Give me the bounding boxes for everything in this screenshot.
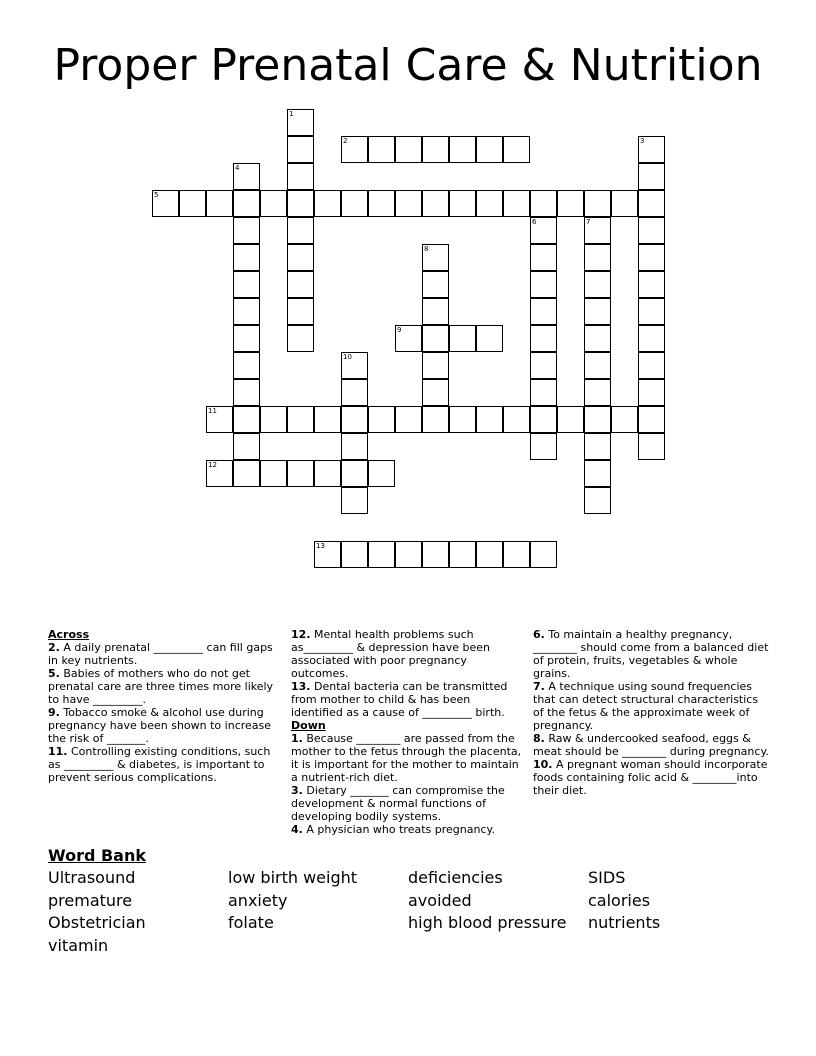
grid-cell[interactable] (449, 136, 476, 163)
word-bank-title: Word Bank (48, 846, 147, 865)
word-bank-item: nutrients (588, 913, 661, 932)
clue-number: 8 (424, 245, 429, 253)
grid-cell[interactable] (206, 406, 233, 433)
clue-across-5: 5. Babies of mothers who do not get prenatal care are three times more likely to have _________. (48, 667, 274, 706)
word-bank-item: calories (588, 890, 651, 910)
grid-cell[interactable] (341, 541, 368, 568)
clue-number: 4 (235, 164, 240, 172)
grid-cell[interactable] (341, 487, 368, 514)
across-header: Across (48, 628, 90, 641)
grid-cell[interactable] (584, 352, 611, 379)
grid-cell[interactable] (584, 325, 611, 352)
grid-cell[interactable] (422, 244, 449, 271)
clue-number: 5 (154, 191, 159, 199)
grid-cell[interactable] (476, 325, 503, 352)
clue-across-13: 13. Dental bacteria can be transmitted from mother to child & has been identified as a cause of _________ birth. (291, 680, 508, 719)
word-bank-item: SIDS (588, 868, 626, 887)
grid-cell[interactable] (341, 433, 368, 460)
clue-number: 2 (343, 137, 348, 145)
grid-cell[interactable] (233, 271, 260, 298)
grid-cell[interactable] (638, 271, 665, 298)
word-bank-item: Ultrasound (48, 868, 136, 887)
grid-cell[interactable] (557, 190, 584, 217)
grid-cell[interactable] (530, 433, 557, 460)
grid-cell[interactable] (368, 136, 395, 163)
grid-cell[interactable] (233, 406, 260, 433)
clue-number: 7 (586, 218, 591, 226)
clue-number: 11 (208, 407, 217, 415)
grid-cell[interactable] (611, 190, 638, 217)
grid-cell[interactable] (233, 298, 260, 325)
grid-cell[interactable] (287, 271, 314, 298)
grid-cell[interactable] (611, 406, 638, 433)
grid-cell[interactable] (233, 460, 260, 487)
grid-cell[interactable] (584, 271, 611, 298)
grid-cell[interactable] (287, 244, 314, 271)
grid-cell[interactable] (341, 460, 368, 487)
word-bank-item: premature (48, 890, 133, 910)
clue-across-12: 12. Mental health problems such as_________ & depression have been associated with poor pregnancy outcomes. (291, 628, 491, 680)
grid-cell[interactable] (287, 136, 314, 163)
grid-cell[interactable] (503, 190, 530, 217)
clue-down-7: 7. A technique using sound frequencies that can detect structural characteristics of the fetus & the approximate week of pregnancy. (533, 680, 759, 732)
grid-cell[interactable] (287, 325, 314, 352)
grid-cell[interactable] (206, 460, 233, 487)
grid-cell[interactable] (530, 406, 557, 433)
clue-number: 10 (343, 353, 352, 361)
grid-cell[interactable] (422, 379, 449, 406)
grid-cell[interactable] (503, 406, 530, 433)
grid-cell[interactable] (422, 271, 449, 298)
grid-cell[interactable] (530, 352, 557, 379)
grid-cell[interactable] (287, 406, 314, 433)
word-bank-item: low birth weight (228, 868, 358, 887)
grid-cell[interactable] (314, 541, 341, 568)
clues-column-3 (533, 628, 771, 797)
grid-cell[interactable] (260, 406, 287, 433)
word-bank-item: Obstetrician (48, 913, 146, 932)
grid-cell[interactable] (476, 406, 503, 433)
grid-cell[interactable] (557, 406, 584, 433)
clue-number: 3 (640, 137, 645, 145)
grid-cell[interactable] (530, 244, 557, 271)
clue-number: 9 (397, 326, 402, 334)
word-bank-column-4 (588, 867, 660, 935)
clue-across-11: 11. Controlling existing conditions, such as _________ & diabetes, is important to prevent serious complications. (48, 745, 271, 784)
grid-cell[interactable] (584, 460, 611, 487)
clue-number: 6 (532, 218, 537, 226)
grid-cell[interactable] (449, 541, 476, 568)
grid-cell[interactable] (503, 136, 530, 163)
clue-number: 13 (316, 542, 325, 550)
grid-cell[interactable] (287, 298, 314, 325)
clues-column-2 (291, 628, 523, 836)
grid-cell[interactable] (179, 190, 206, 217)
grid-cell[interactable] (287, 190, 314, 217)
grid-cell[interactable] (503, 541, 530, 568)
grid-cell[interactable] (233, 217, 260, 244)
grid-cell[interactable] (638, 217, 665, 244)
grid-cell[interactable] (395, 541, 422, 568)
grid-cell[interactable] (287, 163, 314, 190)
grid-cell[interactable] (368, 190, 395, 217)
grid-cell[interactable] (233, 190, 260, 217)
grid-cell[interactable] (530, 325, 557, 352)
grid-cell[interactable] (260, 190, 287, 217)
grid-cell[interactable] (152, 190, 179, 217)
grid-cell[interactable] (395, 406, 422, 433)
word-bank-column-1 (48, 867, 146, 957)
grid-cell[interactable] (638, 163, 665, 190)
grid-cell[interactable] (233, 163, 260, 190)
grid-cell[interactable] (314, 190, 341, 217)
word-bank-column-3 (408, 867, 567, 935)
grid-cell[interactable] (422, 406, 449, 433)
clue-down-10: 10. A pregnant woman should incorporate foods containing folic acid & ________into their diet. (533, 758, 768, 797)
grid-cell[interactable] (638, 325, 665, 352)
grid-cell[interactable] (341, 379, 368, 406)
down-header: Down (291, 719, 326, 732)
grid-cell[interactable] (476, 190, 503, 217)
word-bank-item: deficiencies (408, 868, 503, 887)
grid-cell[interactable] (368, 460, 395, 487)
clues-column-1 (48, 628, 276, 784)
grid-cell[interactable] (233, 244, 260, 271)
grid-cell[interactable] (368, 541, 395, 568)
clue-down-3: 3. Dietary _______ can compromise the development & normal functions of developing bodily systems. (291, 784, 505, 823)
grid-cell[interactable] (422, 136, 449, 163)
grid-cell[interactable] (638, 136, 665, 163)
grid-cell[interactable] (584, 190, 611, 217)
grid-cell[interactable] (530, 298, 557, 325)
grid-cell[interactable] (638, 244, 665, 271)
grid-cell[interactable] (638, 190, 665, 217)
clue-down-8: 8. Raw & undercooked seafood, eggs & meat should be ________ during pregnancy. (533, 732, 769, 758)
grid-cell[interactable] (260, 460, 287, 487)
grid-cell[interactable] (341, 136, 368, 163)
grid-cell[interactable] (422, 325, 449, 352)
grid-cell[interactable] (368, 406, 395, 433)
grid-cell[interactable] (530, 190, 557, 217)
grid-cell[interactable] (233, 433, 260, 460)
grid-cell[interactable] (395, 190, 422, 217)
grid-cell[interactable] (530, 217, 557, 244)
clue-down-1: 1. Because ________ are passed from the mother to the fetus through the placenta, it is important for the mother to maintain a nutrient-rich diet. (291, 732, 522, 784)
grid-cell[interactable] (314, 406, 341, 433)
grid-cell[interactable] (314, 460, 341, 487)
grid-cell[interactable] (422, 298, 449, 325)
grid-cell[interactable] (638, 379, 665, 406)
grid-cell[interactable] (584, 379, 611, 406)
grid-cell[interactable] (584, 298, 611, 325)
grid-cell[interactable] (449, 325, 476, 352)
grid-cell[interactable] (476, 541, 503, 568)
grid-cell[interactable] (422, 352, 449, 379)
grid-cell[interactable] (530, 379, 557, 406)
word-bank-item: anxiety (228, 890, 288, 910)
grid-cell[interactable] (395, 136, 422, 163)
grid-cell[interactable] (638, 406, 665, 433)
grid-cell[interactable] (422, 190, 449, 217)
grid-cell[interactable] (449, 406, 476, 433)
clue-number: 12 (208, 461, 217, 469)
grid-cell[interactable] (341, 352, 368, 379)
page-title: Proper Prenatal Care & Nutrition (53, 40, 763, 91)
clue-down-4: 4. A physician who treats pregnancy. (291, 823, 495, 836)
grid-cell[interactable] (638, 352, 665, 379)
clue-across-2: 2. A daily prenatal _________ can fill gaps in key nutrients. (48, 641, 273, 667)
grid-cell[interactable] (638, 298, 665, 325)
grid-cell[interactable] (422, 541, 449, 568)
grid-cell[interactable] (530, 541, 557, 568)
grid-cell[interactable] (584, 217, 611, 244)
grid-cell[interactable] (233, 325, 260, 352)
grid-cell[interactable] (584, 406, 611, 433)
grid-cell[interactable] (584, 244, 611, 271)
word-bank-column-2 (228, 867, 357, 935)
grid-cell[interactable] (584, 433, 611, 460)
word-bank-item: folate (228, 913, 274, 932)
word-bank-item: avoided (408, 890, 472, 910)
grid-cell[interactable] (449, 190, 476, 217)
grid-cell[interactable] (287, 460, 314, 487)
grid-cell[interactable] (530, 271, 557, 298)
word-bank-item: high blood pressure (408, 913, 567, 932)
grid-cell[interactable] (287, 217, 314, 244)
clue-down-6: 6. To maintain a healthy pregnancy, ________ should come from a balanced diet of protein, fruits, vegetables & whole grains. (533, 628, 769, 680)
clue-number: 1 (289, 110, 294, 118)
grid-cell[interactable] (395, 325, 422, 352)
grid-cell[interactable] (233, 352, 260, 379)
grid-cell[interactable] (584, 487, 611, 514)
grid-cell[interactable] (638, 433, 665, 460)
grid-cell[interactable] (341, 406, 368, 433)
word-bank-item: vitamin (48, 935, 109, 955)
grid-cell[interactable] (476, 136, 503, 163)
grid-cell[interactable] (233, 379, 260, 406)
grid-cell[interactable] (287, 109, 314, 136)
grid-cell[interactable] (341, 190, 368, 217)
clue-across-9: 9. Tobacco smoke & alcohol use during pregnancy have been shown to increase the risk of _______. (48, 706, 272, 745)
grid-cell[interactable] (206, 190, 233, 217)
